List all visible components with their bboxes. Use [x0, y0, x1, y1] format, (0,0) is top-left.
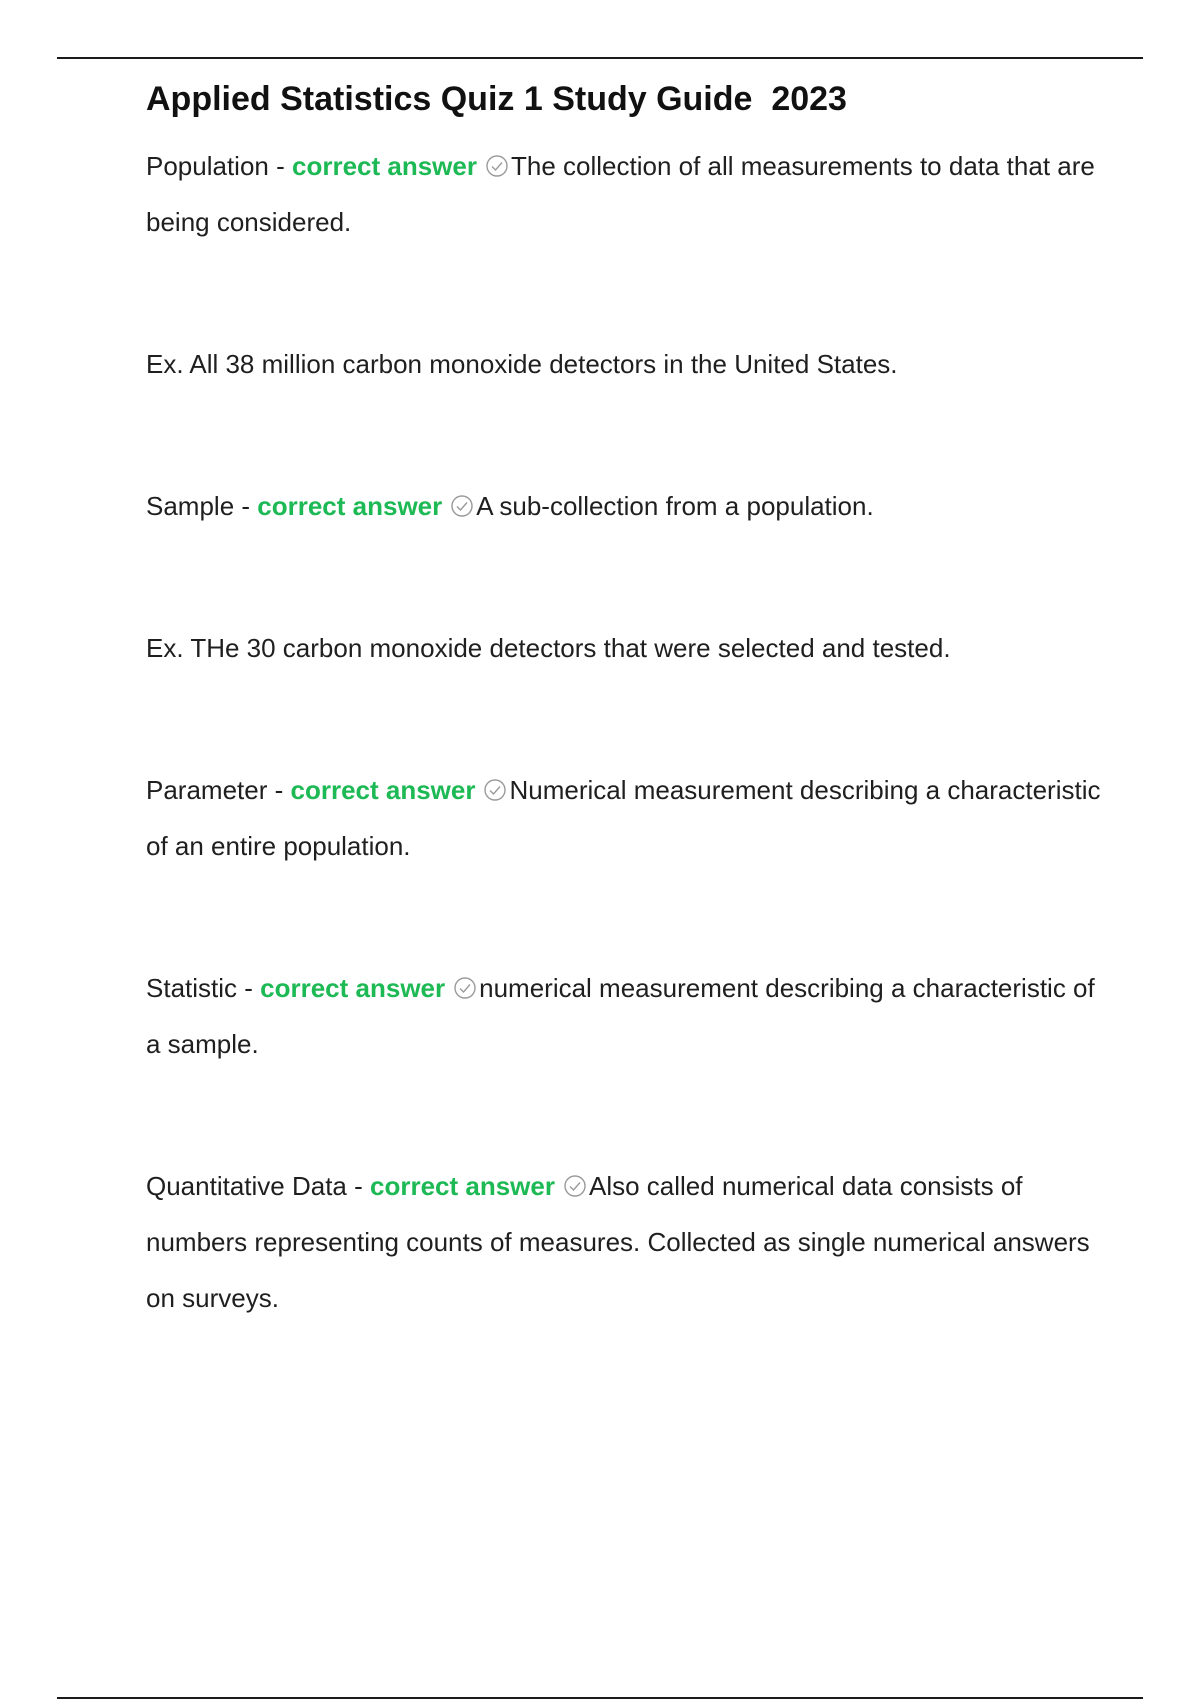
separator: -	[234, 491, 258, 521]
term: Statistic	[146, 973, 238, 1003]
entry-quantitative-data	[146, 1158, 1106, 1326]
document-title: Applied Statistics Quiz 1 Study Guide 2023	[146, 80, 847, 118]
entry-parameter	[146, 762, 1106, 874]
top-rule	[57, 57, 1143, 59]
check-circle-icon	[450, 494, 474, 518]
example-sample: Ex. THe 30 carbon monoxide detectors that were selected and tested.	[146, 633, 951, 663]
term: Sample	[146, 491, 235, 521]
correct-answer-label: correct answer	[260, 973, 446, 1003]
entry-population	[146, 138, 1106, 250]
separator: -	[237, 973, 261, 1003]
document-body	[146, 74, 1106, 1326]
entry-sample	[146, 478, 1106, 534]
entry-statistic	[146, 960, 1106, 1072]
separator: -	[268, 151, 292, 181]
definition: Numerical measurement describing a characteristic of an entire population.	[146, 775, 1101, 861]
correct-answer-label: correct answer	[257, 491, 443, 521]
term: Parameter	[146, 775, 268, 805]
check-circle-icon	[485, 154, 509, 178]
check-circle-icon	[563, 1174, 587, 1198]
separator: -	[346, 1171, 370, 1201]
definition: numerical measurement describing a characteristic of a sample.	[146, 973, 1095, 1059]
bottom-rule	[57, 1697, 1143, 1699]
term: Population	[146, 151, 269, 181]
separator: -	[267, 775, 291, 805]
check-circle-icon	[453, 976, 477, 1000]
check-circle-icon	[483, 778, 507, 802]
correct-answer-label: correct answer	[292, 151, 477, 181]
definition: The collection of all measurements to data that are being considered.	[146, 151, 1095, 237]
correct-answer-label: correct answer	[370, 1171, 555, 1201]
definition: Also called numerical data consists of numbers representing counts of measures. Collected as single numerical answers on surveys.	[146, 1171, 1090, 1313]
term: Quantitative Data	[146, 1171, 347, 1201]
definition: A sub-collection from a population.	[476, 491, 874, 521]
correct-answer-label: correct answer	[290, 775, 476, 805]
example-population: Ex. All 38 million carbon monoxide detectors in the United States.	[146, 349, 898, 379]
